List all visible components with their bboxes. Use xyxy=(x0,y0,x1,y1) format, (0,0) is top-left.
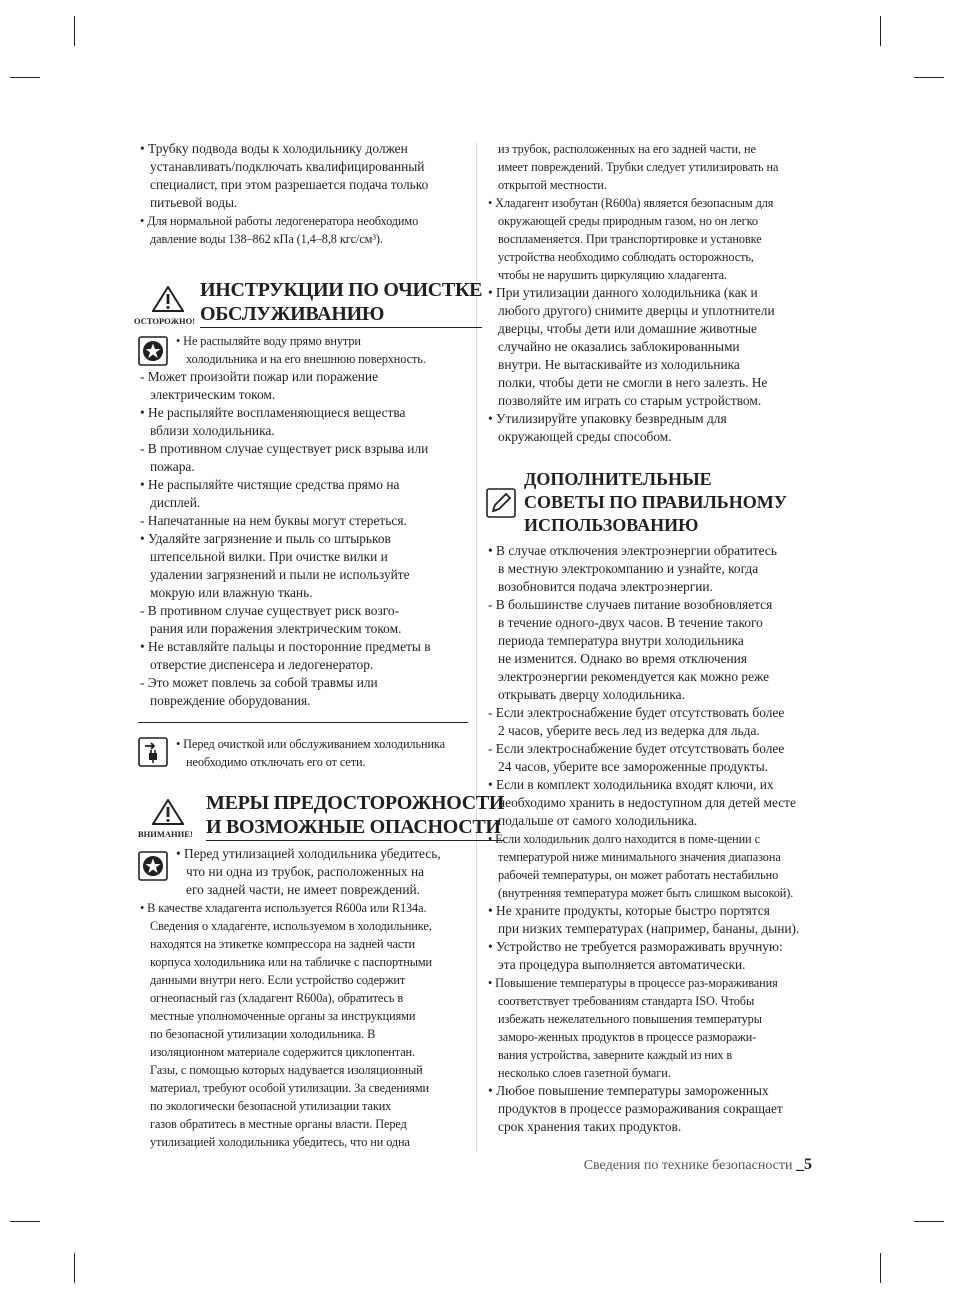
text-line: температурой ниже минимального значения диапазона xyxy=(498,850,781,864)
text-line: чтобы не нарушить циркуляцию хладагента. xyxy=(498,268,727,282)
caution-label: ОСТОРОЖНО! xyxy=(134,316,196,326)
text-line: электрическим током. xyxy=(150,387,276,402)
text-line: • Для нормальной работы ледогенератора необходимо xyxy=(140,214,419,228)
text-line: - Может произойти пожар или поражение xyxy=(140,369,379,384)
text-line: - Это может повлечь за собой травмы или xyxy=(140,675,378,690)
text-line: • Хладагент изобутан (R600a) является безопасным для xyxy=(488,196,774,210)
text-line: • Не распыляйте воспламеняющиеся вещества xyxy=(140,405,406,420)
text-line: дисплей. xyxy=(150,495,201,510)
crop-mark xyxy=(10,77,40,78)
text-line: полки, чтобы дети не смогли в него залезть. Не xyxy=(498,375,768,390)
section-divider xyxy=(138,722,468,723)
text-line: дверцы, чтобы дети или домашние животные xyxy=(498,321,757,336)
text-line: необходимо хранить в недоступном для детей месте xyxy=(498,795,796,810)
tips-heading xyxy=(486,468,816,537)
text-line: • Если холодильник долго находится в поме-щении с xyxy=(488,832,760,846)
precautions-heading xyxy=(138,791,505,841)
star-icon xyxy=(138,851,168,881)
text-line: 24 часов, уберите все замороженные продукты. xyxy=(498,759,769,774)
text-line: утилизацией холодильника убедитесь, что ни одна xyxy=(150,1135,410,1149)
warning-icon-box xyxy=(138,799,206,841)
tips-low-temperature xyxy=(486,830,816,902)
text-line: открывать дверцу холодильника. xyxy=(498,687,685,702)
page-number: _5 xyxy=(796,1156,812,1173)
text-line: • Удаляйте загрязнение и пыль со штырьков xyxy=(140,531,391,546)
text-line: • Если в комплект холодильника входят ключи, их xyxy=(488,777,774,792)
crop-mark xyxy=(74,1253,75,1283)
text-line: позволяйте им играть со старым устройством. xyxy=(498,393,762,408)
text-line: мокрую или влажную ткань. xyxy=(150,585,313,600)
crop-mark xyxy=(880,1253,881,1283)
text-line: данными внутри него. Если устройство содержит xyxy=(150,973,406,987)
text-line: • Не вставляйте пальцы и посторонние предметы в xyxy=(140,639,431,654)
text-line: пожара. xyxy=(150,459,195,474)
text-line: - Напечатанные на нем буквы могут стереться. xyxy=(140,513,407,528)
text-line: периода температура внутри холодильника xyxy=(498,633,744,648)
text-line: окружающей среды природным газом, но он легко xyxy=(498,214,758,228)
right-column xyxy=(486,140,816,1136)
tips-frozen-food xyxy=(486,1082,816,1136)
text-line: • Трубку подвода воды к холодильнику должен xyxy=(140,141,408,156)
text-line: воспламеняется. При транспортировке и установке xyxy=(498,232,762,246)
text-line: устройства необходимо соблюдать осторожность, xyxy=(498,250,754,264)
text-line: - В противном случае существует риск возго- xyxy=(140,603,400,618)
cleaning-title-line2: ОБСЛУЖИВАНИЮ xyxy=(200,303,385,325)
text-line: по безопасной утилизации холодильника. В xyxy=(150,1027,376,1041)
text-line: - Если электроснабжение будет отсутствовать более xyxy=(488,741,785,756)
text-line: (внутренняя температура может быть слишком высокой). xyxy=(498,886,794,900)
text-line: вания устройства, заверните каждый из них в xyxy=(498,1048,733,1062)
text-line: находятся на этикетке компрессора на задней части xyxy=(150,937,416,951)
crop-mark xyxy=(914,77,944,78)
text-line: соответствует требованиям стандарта ISO. Чтобы xyxy=(498,994,755,1008)
text-line: при низких температурах (например, бананы, дыни). xyxy=(498,921,800,936)
tips-title-line2: СОВЕТЫ ПО ПРАВИЛЬНОМУ xyxy=(524,492,787,512)
cleaning-title-line1: ИНСТРУКЦИИ ПО ОЧИСТКЕ xyxy=(200,279,483,301)
text-line: • В качестве хладагента используется R600a или R134a. xyxy=(140,901,427,915)
text-line: что ни одна из трубок, расположенных на xyxy=(186,864,425,879)
text-line: • Устройство не требуется размораживать вручную: xyxy=(488,939,783,954)
text-line: • В случае отключения электроэнергии обратитесь xyxy=(488,543,777,558)
tips-title-line3: ИСПОЛЬЗОВАНИЮ xyxy=(524,515,699,535)
text-line: • Любое повышение температуры замороженных xyxy=(488,1083,769,1098)
precautions-title xyxy=(206,791,504,841)
precautions-star-note xyxy=(138,845,468,899)
precautions-title-line1: МЕРЫ ПРЕДОСТОРОЖНОСТИ xyxy=(206,792,505,814)
text-line: заморо-женных продуктов в процессе разморажи- xyxy=(498,1030,757,1044)
precautions-title-line2: И ВОЗМОЖНЫЕ ОПАСНОСТИ xyxy=(206,816,501,838)
crop-mark xyxy=(880,16,881,46)
disposal-info xyxy=(486,284,816,446)
text-line: избежать нежелательного повышения температуры xyxy=(498,1012,762,1026)
crop-mark xyxy=(10,1221,40,1222)
unplug-note xyxy=(138,735,468,771)
text-line: рания или поражения электрическим током. xyxy=(150,621,402,636)
text-line: в местную электрокомпанию и узнайте, когда xyxy=(498,561,759,576)
text-line: - В противном случае существует риск взрыва или xyxy=(140,441,429,456)
text-line: устанавливать/подключать квалифицированный xyxy=(150,159,425,174)
text-line: корпуса холодильника или на табличке с паспортными xyxy=(150,955,433,969)
text-line: огнеопасный газ (хладагент R600a), обратитесь в xyxy=(150,991,404,1005)
caution-icon-box xyxy=(134,286,200,328)
text-line: изоляционном материале содержится циклопентан. xyxy=(150,1045,416,1059)
tips-storage xyxy=(486,902,816,974)
text-line: открытой местности. xyxy=(498,178,607,192)
text-line: из трубок, расположенных на его задней части, не xyxy=(498,142,756,156)
text-line: холодильника и на его внешнюю поверхность. xyxy=(186,352,426,366)
page-footer xyxy=(584,1156,812,1174)
warning-triangle-icon xyxy=(152,799,184,825)
text-line: окружающей среды способом. xyxy=(498,429,672,444)
intro-water-supply xyxy=(138,140,468,212)
tips-power-outage xyxy=(486,542,816,830)
text-line: не изменится. Однако во время отключения xyxy=(498,651,748,666)
text-line: • При утилизации данного холодильника (как и xyxy=(488,285,758,300)
text-line: специалист, при этом разрешается подача только xyxy=(150,177,429,192)
text-line: по экологически безопасной утилизации таких xyxy=(150,1099,392,1113)
cleaning-title xyxy=(200,278,482,328)
intro-water-pressure xyxy=(138,212,468,248)
text-line: • Не распыляйте чистящие средства прямо на xyxy=(140,477,400,492)
warning-triangle-icon xyxy=(152,286,184,312)
text-line: отверстие диспенсера и ледогенератор. xyxy=(150,657,374,672)
cleaning-star-note xyxy=(138,332,468,368)
text-line: удалении загрязнений и пыли не используйте xyxy=(150,567,410,582)
tips-title-line1: ДОПОЛНИТЕЛЬНЫЕ xyxy=(524,469,712,489)
text-line: повреждение оборудования. xyxy=(150,693,311,708)
footer-text: Сведения по технике безопасности xyxy=(583,1158,793,1173)
text-line: • Не распыляйте воду прямо внутри xyxy=(176,334,361,348)
text-line: эта процедура выполняется автоматически. xyxy=(498,957,746,972)
cleaning-heading xyxy=(134,278,483,328)
text-line: возобновится подача электроэнергии. xyxy=(498,579,713,594)
text-line: питьевой воды. xyxy=(150,195,238,210)
text-line: срок хранения таких продуктов. xyxy=(498,1119,682,1134)
text-line: Газы, с помощью которых надувается изоляционный xyxy=(150,1063,423,1077)
text-line: 2 часов, уберите весь лед из ведерка для льда. xyxy=(498,723,760,738)
text-line: продуктов в процессе размораживания сокращает xyxy=(498,1101,783,1116)
left-column xyxy=(134,140,505,1151)
text-line: в течение одного-двух часов. В течение такого xyxy=(498,615,763,630)
text-line: давление воды 138–862 кПа (1,4–8,8 кгс/см³). xyxy=(150,232,383,246)
text-line: подальше от самого холодильника. xyxy=(498,813,698,828)
note-pencil-icon xyxy=(486,488,516,518)
text-line: • Повышение температуры в процессе раз-мораживания xyxy=(488,976,778,990)
text-line: электроэнергии рекомендуется как можно реже xyxy=(498,669,770,684)
text-line: местные уполномоченные органы за инструкциями xyxy=(150,1009,416,1023)
crop-mark xyxy=(74,16,75,46)
text-line: имеет повреждений. Трубки следует утилизировать на xyxy=(498,160,779,174)
text-line: необходимо отключать его от сети. xyxy=(186,755,366,769)
text-line: - Если электроснабжение будет отсутствовать более xyxy=(488,705,785,720)
crop-mark xyxy=(914,1221,944,1222)
continued-text xyxy=(486,140,816,194)
text-line: его задней части, не имеет повреждений. xyxy=(186,882,421,897)
unplug-icon xyxy=(138,737,168,767)
cleaning-instructions xyxy=(138,368,468,710)
text-line: • Перед утилизацией холодильника убедитесь, xyxy=(176,846,441,861)
text-line: внутри. Не вытаскивайте из холодильника xyxy=(498,357,740,372)
refrigerant-info xyxy=(138,899,468,1151)
text-line: вблизи холодильника. xyxy=(150,423,275,438)
star-icon xyxy=(138,336,168,366)
text-line: штепсельной вилки. При очистке вилки и xyxy=(150,549,388,564)
isobutane-info xyxy=(486,194,816,284)
text-line: - В большинстве случаев питание возобновляется xyxy=(488,597,773,612)
warning-label: ВНИМАНИЕ! xyxy=(138,829,193,839)
text-line: материал, требуют особой утилизации. За сведениями xyxy=(150,1081,430,1095)
text-line: любого другого) снимите дверцы и уплотнители xyxy=(498,303,775,318)
tips-defrost xyxy=(486,974,816,1082)
text-line: Сведения о хладагенте, используемом в холодильнике, xyxy=(150,919,432,933)
text-line: • Не храните продукты, которые быстро портятся xyxy=(488,903,770,918)
text-line: газов обратитесь в местные органы власти. Перед xyxy=(150,1117,407,1131)
text-line: • Утилизируйте упаковку безвредным для xyxy=(488,411,727,426)
text-line: случайно не оказались заблокированными xyxy=(498,339,740,354)
text-line: рабочей температуры, он может работать нестабильно xyxy=(498,868,779,882)
text-line: несколько слоев газетной бумаги. xyxy=(498,1066,671,1080)
text-line: • Перед очисткой или обслуживанием холодильника xyxy=(176,737,445,751)
